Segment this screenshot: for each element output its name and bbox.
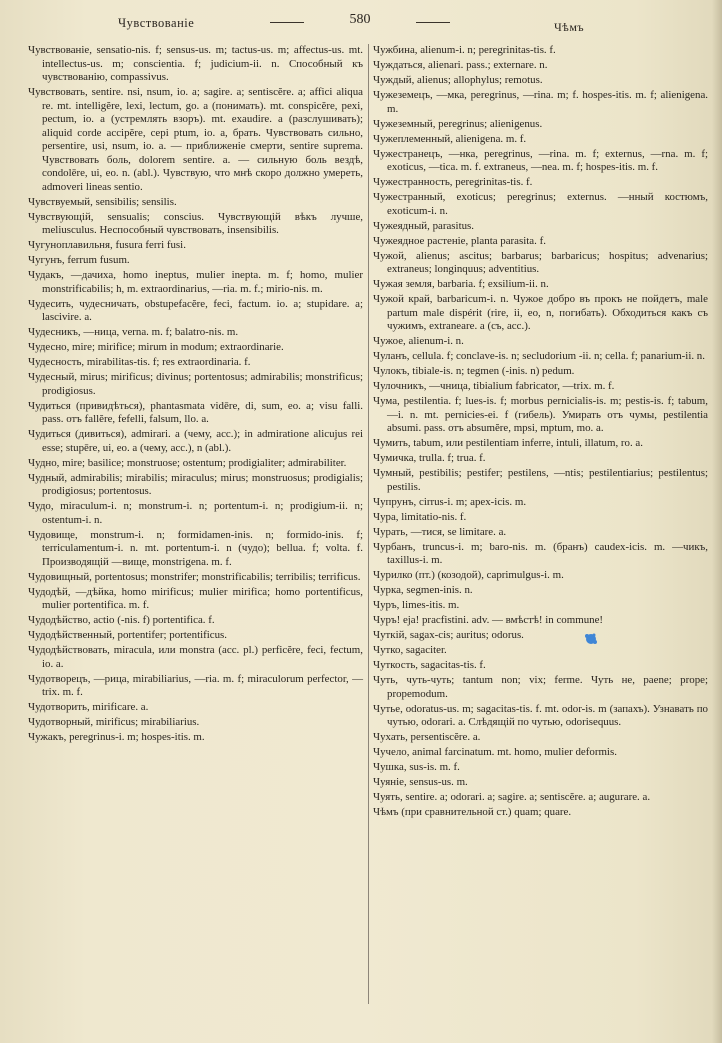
dictionary-entry: Чугуноплавильня, fusura ferri fusi.	[28, 239, 186, 251]
dictionary-entry: Чуткость, sagacitas-tis. f.	[373, 659, 486, 671]
dictionary-entry: Чужестранецъ, —нка, peregrinus, —rina. m. f; externus, —rna. m. f; exoticus, —tica. m. f. extraneus, —nea. m. f; hospes-itis. m. f.	[373, 147, 708, 173]
dictionary-entry: Чужое, alienum-i. n.	[373, 335, 464, 347]
dictionary-entry: Чувствовать, sentire. nsi, nsum, io. a; sagire. a; sentiscĕre. a; affici aliqua re. mt. intelligĕre, lexi, lectum, go. a (понимать). mt. conspicĕre, pexi, pectum, io. a (устремлять взоръ). mt. exaudire. a (разслушивать); aliquid corde accipĕre, cepi ptum, io. a, брать. Чувствовать сильно, persentire, usi, nsum, io. a. — приближеніе смерти, sentire suprema. Чувствовать боль, dolorem sentire. a. — сильную боль вездѣ, condolēre, ui, eo. n. (abl.). Чувствую, что мнѣ скоро должно умереть, admoveri lineas sentio.	[28, 86, 363, 193]
dictionary-entry: Чугунъ, ferrum fusum.	[28, 254, 130, 266]
page-edge-shadow	[712, 0, 722, 1043]
dictionary-entry: Чурать, —тися, se limitare. a.	[373, 525, 507, 538]
dictionary-entry: Чуяніе, sensus-us. m.	[373, 776, 468, 788]
dictionary-entry: Чумить, tabum, или pestilentiam inferre, intuli, illatum, ro. a.	[373, 437, 643, 449]
ink-blot-icon	[584, 632, 598, 646]
dictionary-entry: Чужеземецъ, —мка, peregrinus, —rina. m; f. hospes-itis. m. f; alienigena. m.	[373, 89, 708, 115]
dictionary-entry: Чудесить, чудесничать, obstupefacĕre, feci, factum. io. a; stupidare. a; lascivire. a.	[28, 297, 363, 323]
dictionary-entry: Чудотворить, mirificare. a.	[28, 701, 149, 713]
dictionary-entry: Чучело, animal farcinatum. mt. homo, mulier deformis.	[373, 746, 617, 758]
dictionary-entry: Чудовищный, portentosus; monstrifer; monstrificabilis; terribilis; terrificus.	[28, 570, 361, 583]
dictionary-entry: Чупрунъ, cirrus-i. m; apex-icis. m.	[373, 495, 527, 508]
dictionary-entry: Чудесный, mirus; mirificus; divinus; portentosus; admirabilis; monstrificus; prodigiosus.	[28, 371, 363, 397]
dictionary-entry: Чужеядное растеніе, planta parasita. f.	[373, 234, 546, 247]
dictionary-entry: Чудакъ, —дачиха, homo ineptus, mulier inepta. m. f; homo, mulier monstrificabilis; h, m. extraordinarius, —ria. m. f.; mirio-nis. m.	[28, 269, 363, 295]
dictionary-entry: Чудесность, mirabilitas-tis. f; res extraordinaria. f.	[28, 356, 251, 368]
dictionary-entry: Чѣмъ (при сравнительной ст.) quam; quare.	[373, 806, 572, 818]
dictionary-entry: Чувствуемый, sensibilis; sensilis.	[28, 195, 177, 208]
dictionary-entry: Чудесно, mire; mirifice; mirum in modum; extraordinarie.	[28, 341, 284, 353]
dictionary-entry: Чудно, mire; basilice; monstruose; ostentum; prodigialiter; admirabiliter.	[28, 456, 347, 469]
dictionary-entry: Чутко, sagaciter.	[373, 644, 447, 656]
dictionary-entry: Чуждый, alienus; allophylus; remotus.	[373, 74, 543, 86]
dictionary-entry: Чужеплеменный, alienigena. m. f.	[373, 132, 527, 145]
dictionary-entry: Чужеядный, parasitus.	[373, 219, 474, 232]
dictionary-entry: Чулочникъ, —чница, tibialium fabricator, —trix. m. f.	[373, 380, 615, 392]
dictionary-entry: Чудесникъ, —ница, verna. m. f; balatro-nis. m.	[28, 326, 239, 338]
dictionary-entry: Чувствующій, sensualis; conscius. Чувствующій вѣкъ лучше, meliusculus. Неспособный чувствовать, insensibilis.	[28, 210, 363, 236]
dictionary-entry: Чумичка, trulla. f; trua. f.	[373, 452, 486, 464]
dictionary-entry: Чуръ! eja! pracfistini. adv. — вмѣстѣ! in commune!	[373, 614, 604, 626]
dictionary-entry: Чудодѣйственный, portentifer; portentificus.	[28, 629, 228, 641]
dictionary-entry: Чудодѣй, —дѣйка, homo mirificus; mulier mirifica; homo portentificus, mulier portentifica. m. f.	[28, 585, 363, 611]
page-header	[0, 12, 722, 34]
dictionary-entry: Чуткій, sagax-cis; auritus; odorus.	[373, 629, 524, 641]
dictionary-entry: Чужакъ, peregrinus-i. m; hospes-itis. m.	[28, 731, 205, 743]
dictionary-entry: Чудотворный, mirificus; mirabiliarius.	[28, 716, 200, 728]
dictionary-entry: Чума, pestilentia. f; lues-is. f; morbus perniсialis-is. m; pestis-is. f; tabum, —i. n. mt. pernicies-ei. f (гибель). Умирать отъ чумы, pestilentia absumi. pass. отъ absumĕre, mpsi, mptum, mo. a.	[373, 395, 708, 434]
dictionary-entry: Чудотворецъ, —рица, mirabiliarius, —ria. m. f; miraculorum perfector, —trix. m. f.	[28, 672, 363, 698]
dictionary-entry: Чутье, odoratus-us. m; sagacitas-tis. f. mt. odor-is. m (запахъ). Узнавать по чутью, odorari. a. Слѣдящій по чутью, odorisequus.	[373, 702, 708, 728]
dictionary-entry: Чудодѣйство, actio (-nis. f) portentifica. f.	[28, 614, 215, 626]
dictionary-entry: Чужеземный, peregrinus; alienigenus.	[373, 117, 543, 130]
dictionary-entry: Чуръ, limes-itis. m.	[373, 599, 460, 611]
dictionary-entry: Чудодѣйствовать, miracula, или monstra (acc. pl.) perficĕre, feci, fectum, io. a.	[28, 644, 363, 670]
dictionary-entry: Чуланъ, cellula. f; conclave-is. n; secludorium -ii. n; cella. f; panarium-ii. n.	[373, 350, 705, 362]
dictionary-entry: Чужая земля, barbaria. f; exsilium-ii. n.	[373, 278, 549, 290]
dictionary-entry: Чурбанъ, truncus-i. m; baro-nis. m. (бранъ) caudex-icis. m. —чикъ, taxillus-i. m.	[373, 540, 708, 566]
dictionary-entry: Чуть, чуть-чуть; tantum non; vix; ferme. Чуть не, paene; prope; propemodum.	[373, 674, 708, 700]
dictionary-entry: Чужой край, barbaricum-i. n. Чужое добро въ прокъ не пойдетъ, male partum male dispérit (rire, ii, eo, n, погибать). Обходиться какъ съ чужимъ, extraneare. a (съ, acc.).	[373, 293, 708, 332]
dictionary-entry: Чуждаться, alienari. pass.; externare. n.	[373, 59, 548, 71]
dictionary-entry: Чудный, admirabilis; mirabilis; miraculus; mirus; monstruosus; prodigialis; prodigiosus; portentosus.	[28, 471, 363, 497]
header-left-catchword: Чувствованіе	[118, 16, 195, 30]
dictionary-entry: Чужбина, alienum-i. n; peregrinitas-tis. f.	[373, 44, 556, 56]
page-number: 580	[300, 12, 420, 28]
dictionary-entry: Чувствованіе, sensatio-nis. f; sensus-us. m; tactus-us. m; affectus-us. mt. intellectus-us. m; conscientia. f; judicium-ii. n. Способный къ чувствованію, compassivus.	[28, 44, 363, 83]
dictionary-entry: Чуять, sentire. a; odorari. a; sagire. a; sentiscĕre. a; augurare. a.	[373, 791, 651, 803]
dictionary-entry: Чудовище, monstrum-i. n; formidamen-inis. n; formido-inis. f; terriculamentum-i. n. mt. portentum-i. n (чудо); bellua. f; volta. f. Производящій —вище, monstrigena. m. f.	[28, 528, 363, 568]
dictionary-entry: Чудо, miraculum-i. n; monstrum-i. n; portentum-i. n; prodigium-ii. n; ostentum-i. n.	[28, 500, 363, 526]
dictionary-entry: Чухать, persentiscĕre. a.	[373, 731, 481, 743]
dictionary-entry: Чудиться (дивиться), admirari. a (чему, acc.); in admiratione alicujus rei esse; stupēre, ui, eo. a (чему, acc.), n (abl.).	[28, 428, 363, 454]
dictionary-entry: Чушка, sus-is. m. f.	[373, 761, 460, 773]
dictionary-entry: Чужестранный, exoticus; peregrinus; externus. —нный костюмъ, exoticum-i. n.	[373, 191, 708, 217]
dictionary-entry: Чужой, alienus; ascitus; barbarus; barbaricus; hospitus; advenarius; extraneus; longinquus; adventitius.	[373, 249, 708, 275]
column-divider	[368, 44, 369, 1004]
right-column	[373, 44, 708, 821]
dictionary-entry: Чура, limitatio-nis. f.	[373, 510, 467, 523]
header-right-catchword: Чѣмъ	[554, 20, 585, 34]
dictionary-entry: Чурилко (пт.) (козодой), caprimulgus-i. m.	[373, 569, 564, 581]
dictionary-entry: Чулокъ, tibiale-is. n; tegmen (-inis. n) pedum.	[373, 365, 575, 377]
dictionary-entry: Чумный, pestibilis; pestifer; pestilens, —ntis; pestilentiarius; pestilentus; pestilis.	[373, 467, 708, 493]
dictionary-entry: Чужестранность, peregrinitas-tis. f.	[373, 176, 533, 188]
left-column	[28, 44, 363, 746]
dictionary-entry: Чурка, segmen-inis. n.	[373, 584, 473, 596]
dictionary-entry: Чудиться (привидѣться), phantasmata vidēre, di, sum, eo. a; visu falli. pass. отъ fallĕre, fefelli, falsum, llo. a.	[28, 399, 363, 425]
